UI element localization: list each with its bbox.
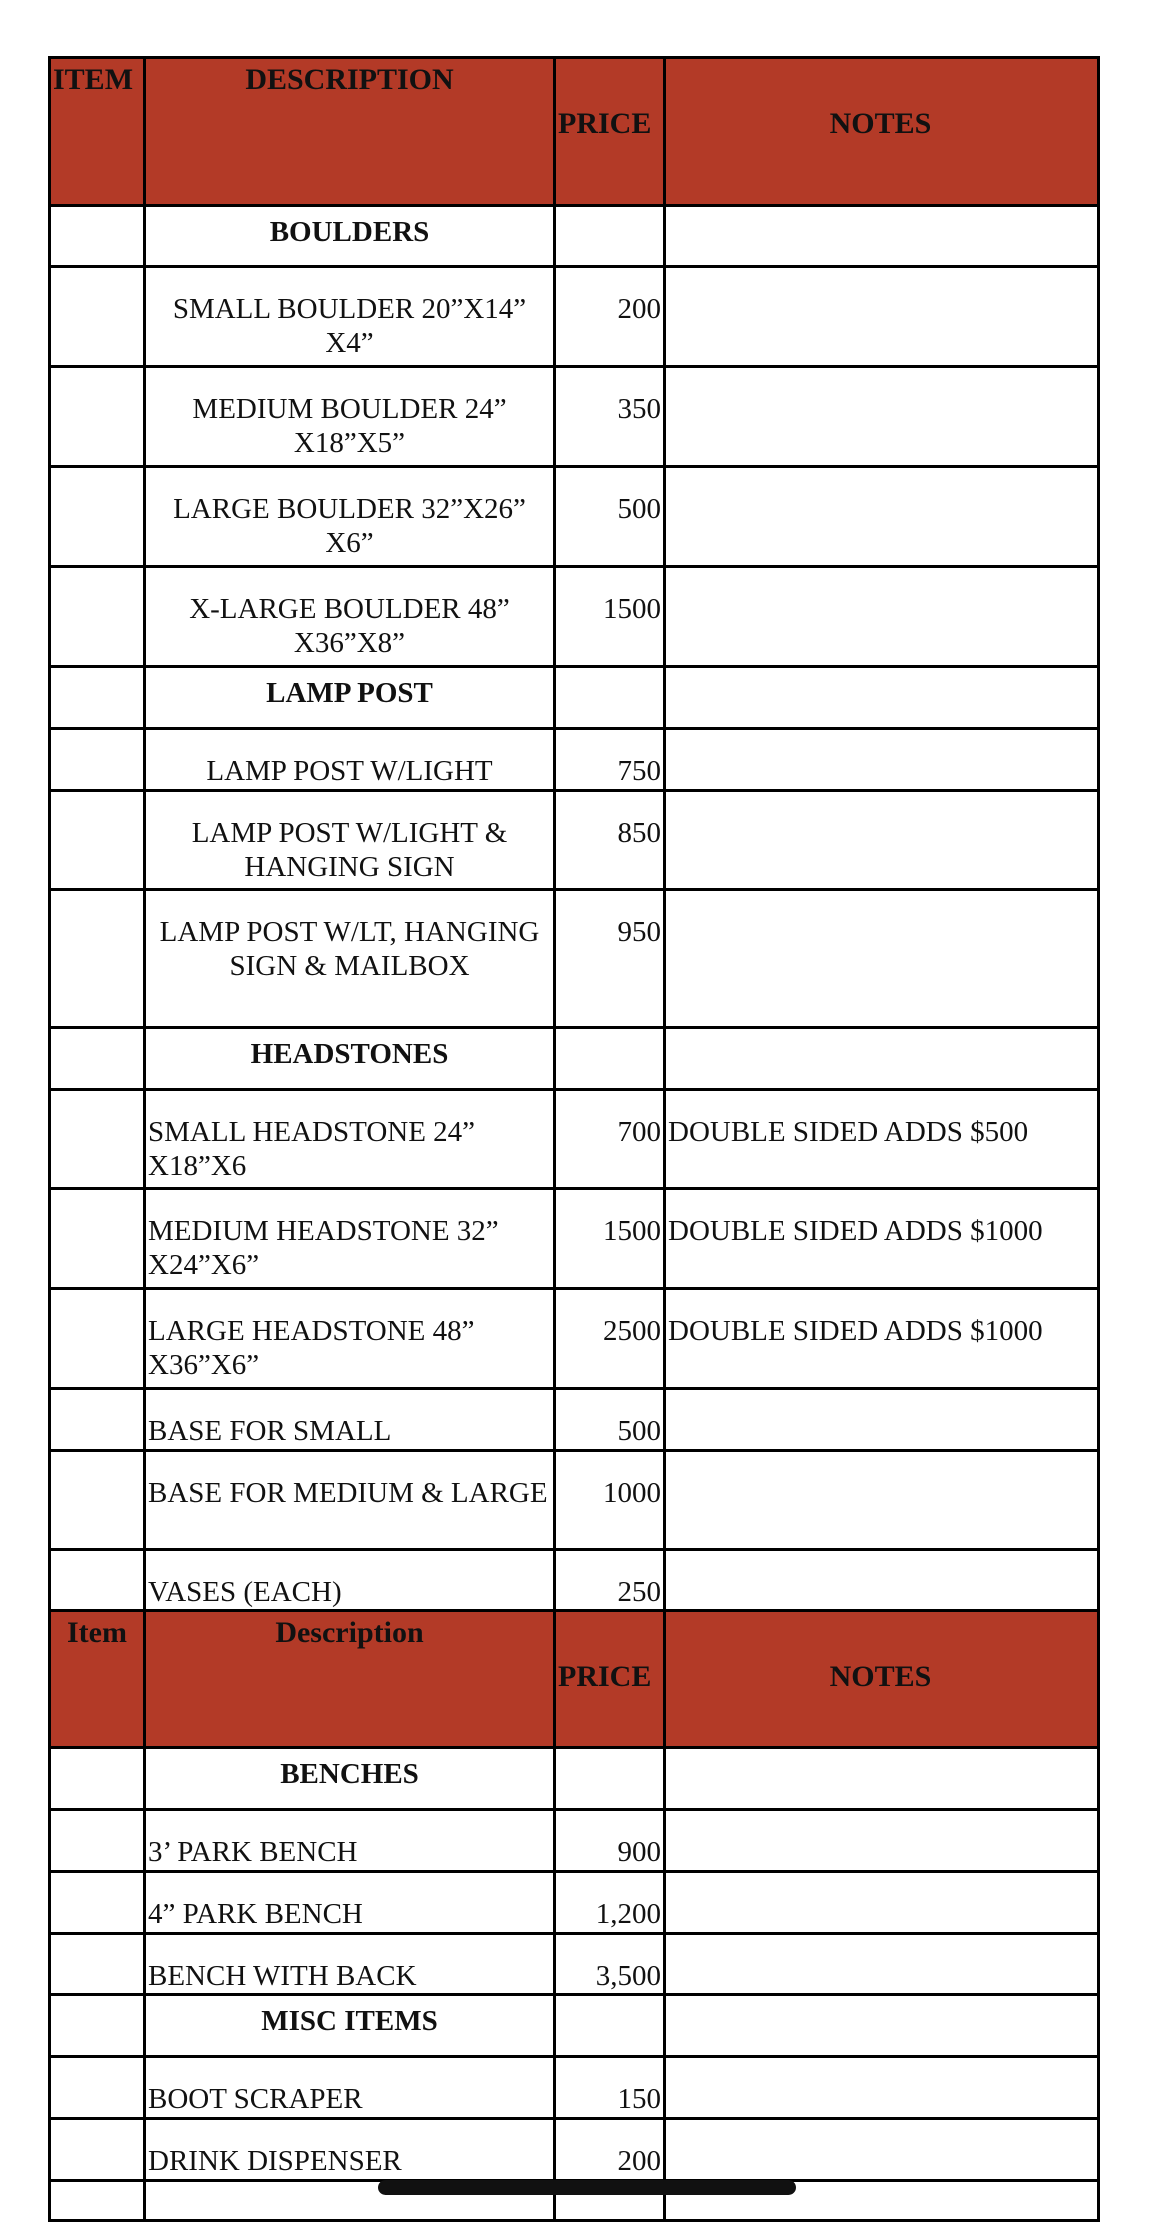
table-row — [50, 1389, 1099, 1451]
item-cell — [50, 267, 145, 367]
item-description: LARGE BOULDER 32”X26” X6” — [145, 467, 555, 567]
item-cell — [50, 1090, 145, 1189]
item-cell — [50, 1748, 145, 1810]
item-notes — [665, 1028, 1099, 1090]
item-price: 350 — [555, 367, 665, 467]
section-title: BENCHES — [145, 1748, 555, 1810]
table-header-row — [50, 58, 1099, 206]
item-description: VASES (EACH) — [145, 1550, 555, 1611]
item-price — [555, 1995, 665, 2057]
header-price: PRICE — [555, 58, 665, 206]
item-description: MEDIUM BOULDER 24” X18”X5” — [145, 367, 555, 467]
item-cell — [50, 791, 145, 890]
item-cell — [50, 1189, 145, 1289]
section-title: HEADSTONES — [145, 1028, 555, 1090]
item-notes — [665, 267, 1099, 367]
item-cell — [50, 729, 145, 791]
table-row — [50, 890, 1099, 1028]
item-cell — [50, 2057, 145, 2119]
item-description: X-LARGE BOULDER 48” X36”X8” — [145, 567, 555, 667]
table-row — [50, 729, 1099, 791]
item-price: 850 — [555, 791, 665, 890]
item-notes — [665, 729, 1099, 791]
item-price: 200 — [555, 267, 665, 367]
item-notes — [665, 206, 1099, 267]
item-price: 900 — [555, 1810, 665, 1872]
item-notes — [665, 467, 1099, 567]
section-heading-row — [50, 206, 1099, 267]
item-price: 500 — [555, 467, 665, 567]
item-description: SMALL HEADSTONE 24” X18”X6 — [145, 1090, 555, 1189]
item-cell — [50, 890, 145, 1028]
table-row — [50, 467, 1099, 567]
table-row — [50, 1189, 1099, 1289]
item-price: 3,500 — [555, 1934, 665, 1995]
header-item: ITEM — [50, 58, 145, 206]
item-price: 1000 — [555, 1451, 665, 1550]
table-row — [50, 1090, 1099, 1189]
table-header-row — [50, 1611, 1099, 1748]
item-description: MEDIUM HEADSTONE 32” X24”X6” — [145, 1189, 555, 1289]
section-heading-row — [50, 1995, 1099, 2057]
table-row — [50, 1451, 1099, 1550]
table-row — [50, 567, 1099, 667]
item-notes: DOUBLE SIDED ADDS $500 — [665, 1090, 1099, 1189]
item-cell — [50, 1810, 145, 1872]
item-notes — [665, 1872, 1099, 1934]
item-notes — [665, 2057, 1099, 2119]
item-cell — [50, 567, 145, 667]
item-cell — [50, 1289, 145, 1389]
item-notes — [665, 367, 1099, 467]
header-notes: NOTES — [665, 58, 1099, 206]
header-item: Item — [50, 1611, 145, 1748]
item-price — [555, 206, 665, 267]
item-cell — [50, 1451, 145, 1550]
item-notes — [665, 2119, 1099, 2181]
item-cell — [50, 1389, 145, 1451]
item-price: 1,200 — [555, 1872, 665, 1934]
section-title: BOULDERS — [145, 206, 555, 267]
item-cell — [50, 667, 145, 729]
item-price: 700 — [555, 1090, 665, 1189]
item-cell — [50, 2181, 145, 2221]
item-description: LARGE HEADSTONE 48” X36”X6” — [145, 1289, 555, 1389]
item-price: 950 — [555, 890, 665, 1028]
item-notes — [665, 567, 1099, 667]
item-cell — [50, 1872, 145, 1934]
price-list-table — [48, 56, 1100, 2222]
item-notes — [665, 1389, 1099, 1451]
table-row — [50, 1872, 1099, 1934]
item-description: 4” PARK BENCH — [145, 1872, 555, 1934]
item-description: LAMP POST W/LIGHT & HANGING SIGN — [145, 791, 555, 890]
item-price — [555, 1028, 665, 1090]
table-row — [50, 1810, 1099, 1872]
item-cell — [50, 467, 145, 567]
item-price — [555, 1748, 665, 1810]
item-notes — [665, 1934, 1099, 1995]
item-description: LAMP POST W/LIGHT — [145, 729, 555, 791]
table-row — [50, 2119, 1099, 2181]
table-row — [50, 1934, 1099, 1995]
header-notes: NOTES — [665, 1611, 1099, 1748]
header-description: Description — [145, 1611, 555, 1748]
table-row — [50, 267, 1099, 367]
section-title: MISC ITEMS — [145, 1995, 555, 2057]
item-cell — [50, 1934, 145, 1995]
item-description: BASE FOR MEDIUM & LARGE — [145, 1451, 555, 1550]
price-list-body — [50, 58, 1099, 2221]
item-price: 2500 — [555, 1289, 665, 1389]
item-cell — [50, 1995, 145, 2057]
item-price: 750 — [555, 729, 665, 791]
item-description: DRINK DISPENSER — [145, 2119, 555, 2181]
header-description: DESCRIPTION — [145, 58, 555, 206]
item-description: BASE FOR SMALL — [145, 1389, 555, 1451]
item-description: SMALL BOULDER 20”X14” X4” — [145, 267, 555, 367]
table-row — [50, 1550, 1099, 1611]
home-indicator-bar[interactable] — [378, 2180, 796, 2195]
item-description: LAMP POST W/LT, HANGING SIGN & MAILBOX — [145, 890, 555, 1028]
item-notes — [665, 1748, 1099, 1810]
item-price: 150 — [555, 2057, 665, 2119]
item-price: 500 — [555, 1389, 665, 1451]
table-row — [50, 2057, 1099, 2119]
item-cell — [50, 1550, 145, 1611]
item-notes: DOUBLE SIDED ADDS $1000 — [665, 1189, 1099, 1289]
section-title: LAMP POST — [145, 667, 555, 729]
item-notes — [665, 791, 1099, 890]
table-row — [50, 367, 1099, 467]
item-notes — [665, 890, 1099, 1028]
item-cell — [50, 206, 145, 267]
item-cell — [50, 1028, 145, 1090]
item-description: 3’ PARK BENCH — [145, 1810, 555, 1872]
section-heading-row — [50, 667, 1099, 729]
section-heading-row — [50, 1748, 1099, 1810]
table-row — [50, 791, 1099, 890]
item-notes — [665, 1810, 1099, 1872]
item-description: BENCH WITH BACK — [145, 1934, 555, 1995]
item-description: BOOT SCRAPER — [145, 2057, 555, 2119]
header-price: PRICE — [555, 1611, 665, 1748]
table-row — [50, 1289, 1099, 1389]
item-notes — [665, 1550, 1099, 1611]
item-cell — [50, 2119, 145, 2181]
item-notes — [665, 1995, 1099, 2057]
item-cell — [50, 367, 145, 467]
item-price: 200 — [555, 2119, 665, 2181]
item-price: 250 — [555, 1550, 665, 1611]
item-notes: DOUBLE SIDED ADDS $1000 — [665, 1289, 1099, 1389]
item-price: 1500 — [555, 567, 665, 667]
item-price — [555, 667, 665, 729]
item-notes — [665, 667, 1099, 729]
item-price: 1500 — [555, 1189, 665, 1289]
item-notes — [665, 1451, 1099, 1550]
section-heading-row — [50, 1028, 1099, 1090]
